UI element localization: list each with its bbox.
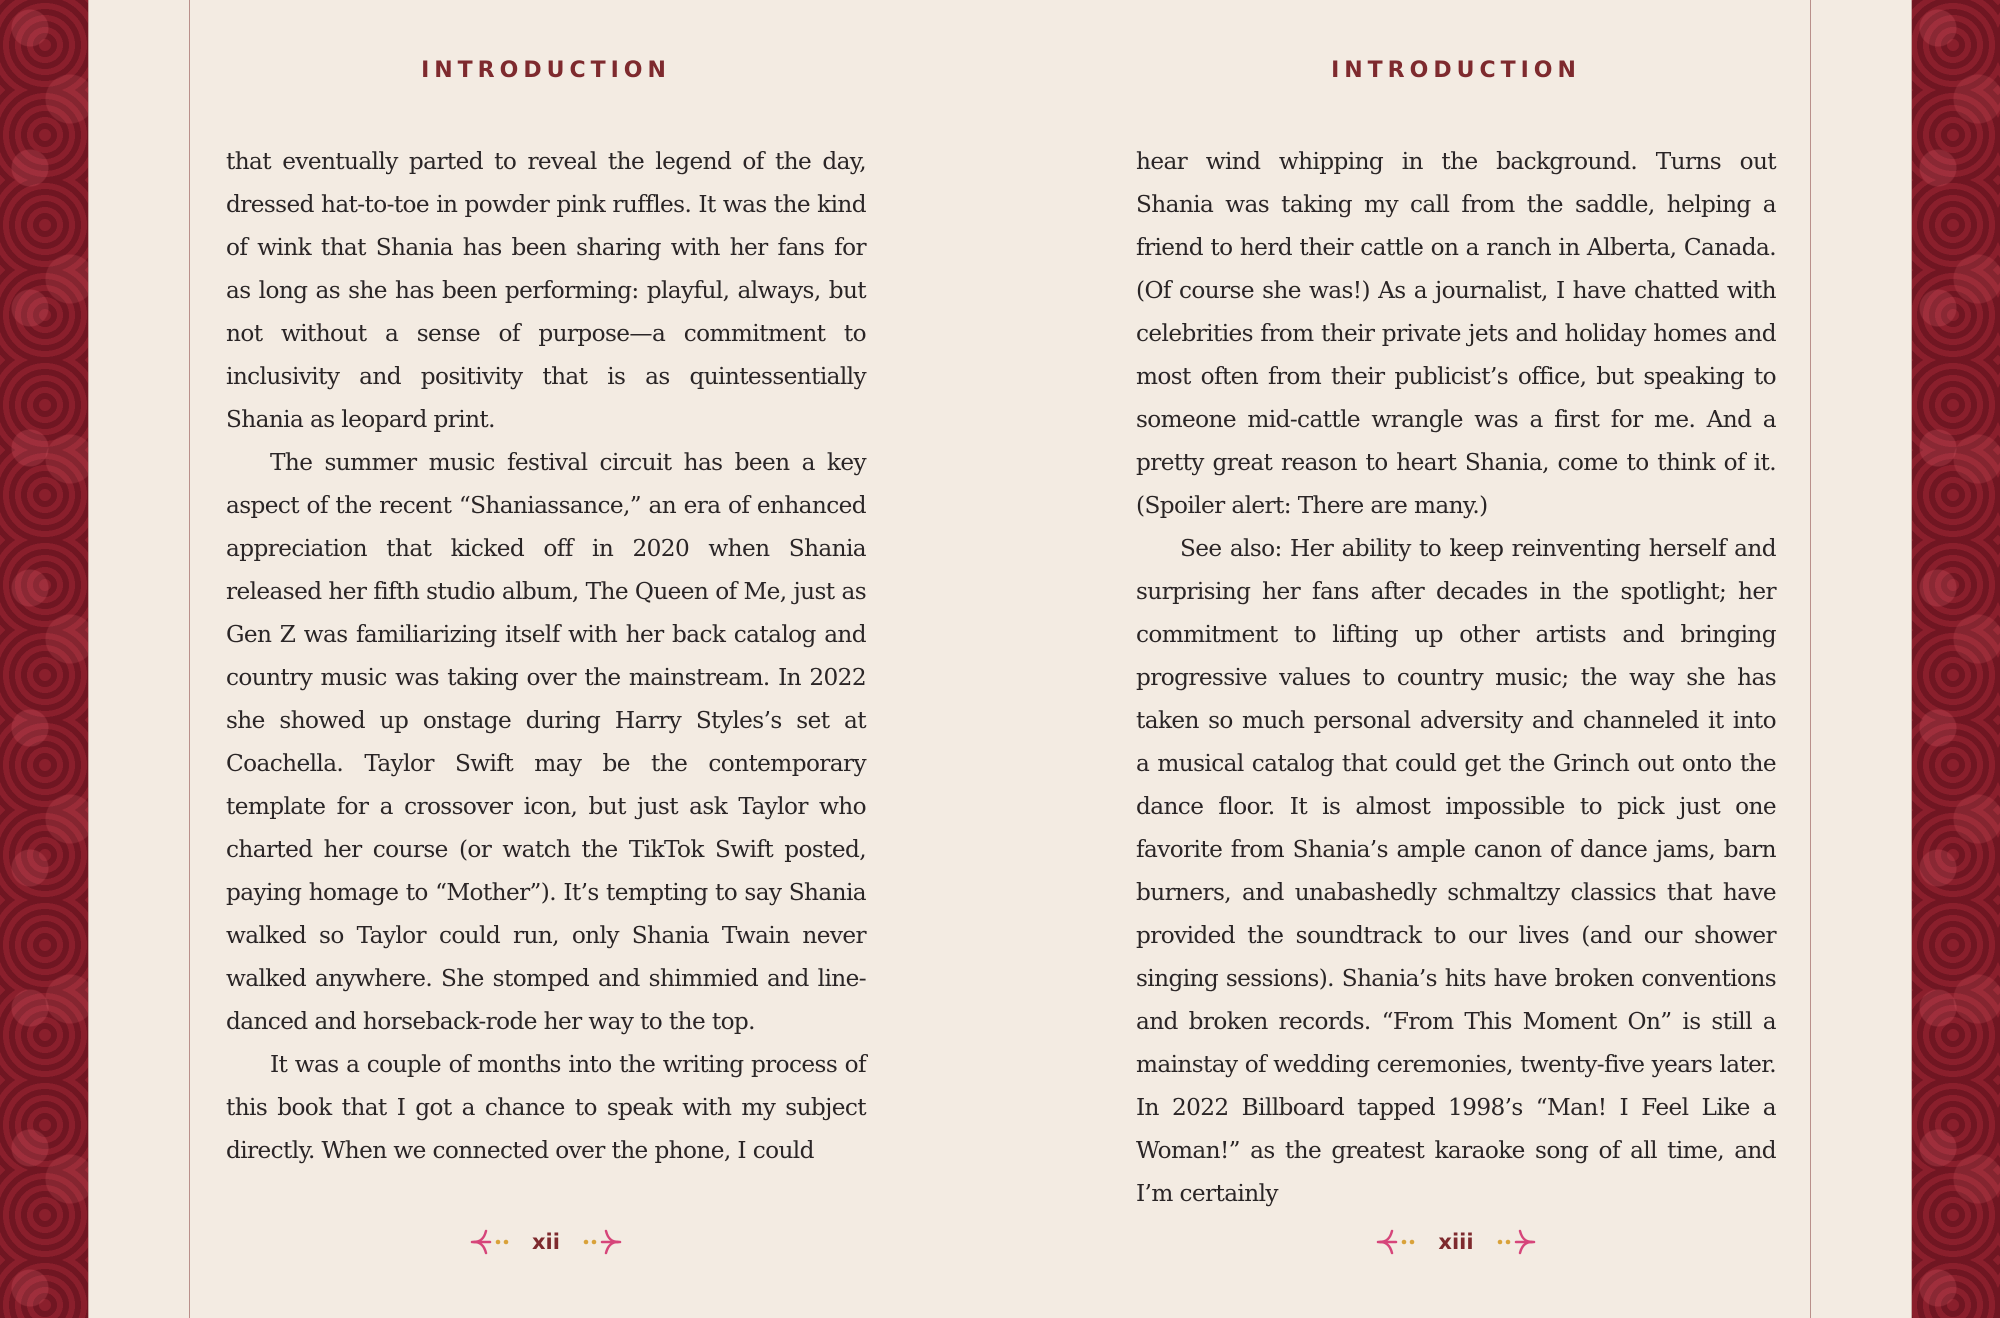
right-leather-border	[1908, 0, 2000, 1318]
left-page	[226, 0, 866, 1318]
paragraph: See also: Her ability to keep reinventing herself and surprising her fans after decades in the spotlight; her commitment to lifting up other artists and bringing progressive values to country music; the way she has taken so much personal adversity and channeled it into a musical catalog that could get the Grinch out onto the dance floor. It is almost impossible to pick just one favorite from Shania’s ample canon of dance jams, barn burners, and unabashedly schmaltzy classics that have provided the soundtrack to our lives (and our shower singing sessions). Shania’s hits have broken conventions and broken records. “From This Moment On” is still a mainstay of wedding ceremonies, twenty-five years later. In 2022 Billboard tapped 1998’s “Man! I Feel Like a Woman!” as the greatest karaoke song of all time, and I’m certainly	[1136, 535, 1776, 1207]
body-text	[226, 140, 866, 1172]
right-flourish-icon	[1488, 1225, 1536, 1259]
running-head: INTRODUCTION	[421, 58, 671, 83]
folio	[226, 1222, 866, 1262]
paragraph: that eventually parted to reveal the legend of the day, dressed hat-to-toe in powder pink ruffles. It was the kind of wink that Shania has been sharing with her fans for as long as she has been performing: playful, always, but not without a sense of purpose—a commitment to inclusivity and positivity that is as quintessentially Shania as leopard print.	[226, 148, 866, 433]
right-page-rule	[1810, 0, 1811, 1318]
right-page	[1136, 0, 1776, 1318]
folio	[1136, 1222, 1776, 1262]
paragraph: It was a couple of months into the writing process of this book that I got a chance to speak with my subject directly. When we connected over the phone, I could	[226, 1051, 866, 1164]
left-leather-border	[0, 0, 92, 1318]
left-page-rule	[189, 0, 190, 1318]
left-flourish-icon	[1376, 1225, 1424, 1259]
right-flourish-icon	[574, 1225, 622, 1259]
paragraph: hear wind whipping in the background. Turns out Shania was taking my call from the saddle, helping a friend to herd their cattle on a ranch in Alberta, Canada. (Of course she was!) As a journalist, I have chatted with celebrities from their private jets and holiday homes and most often from their publicist’s office, but speaking to someone mid-cattle wrangle was a first for me. And a pretty great reason to heart Shania, come to think of it. (Spoiler alert: There are many.)	[1136, 148, 1776, 519]
left-flourish-icon	[470, 1225, 518, 1259]
page-number: xii	[532, 1230, 560, 1254]
page-number: xiii	[1438, 1230, 1474, 1254]
body-text	[1136, 140, 1776, 1215]
paragraph: The summer music festival circuit has been a key aspect of the recent “Shaniassance,” an era of enhanced appreciation that kicked off in 2020 when Shania released her fifth studio album, The Queen of Me, just as Gen Z was familiarizing itself with her back catalog and country music was taking over the mainstream. In 2022 she showed up onstage during Harry Styles’s set at Coachella. Taylor Swift may be the contemporary template for a crossover icon, but just ask Taylor who charted her course (or watch the TikTok Swift posted, paying homage to “Mother”). It’s tempting to say Shania walked so Taylor could run, only Shania Twain never walked anywhere. She stomped and shimmied and line-danced and horseback-rode her way to the top.	[226, 449, 866, 1035]
running-head: INTRODUCTION	[1331, 58, 1581, 83]
